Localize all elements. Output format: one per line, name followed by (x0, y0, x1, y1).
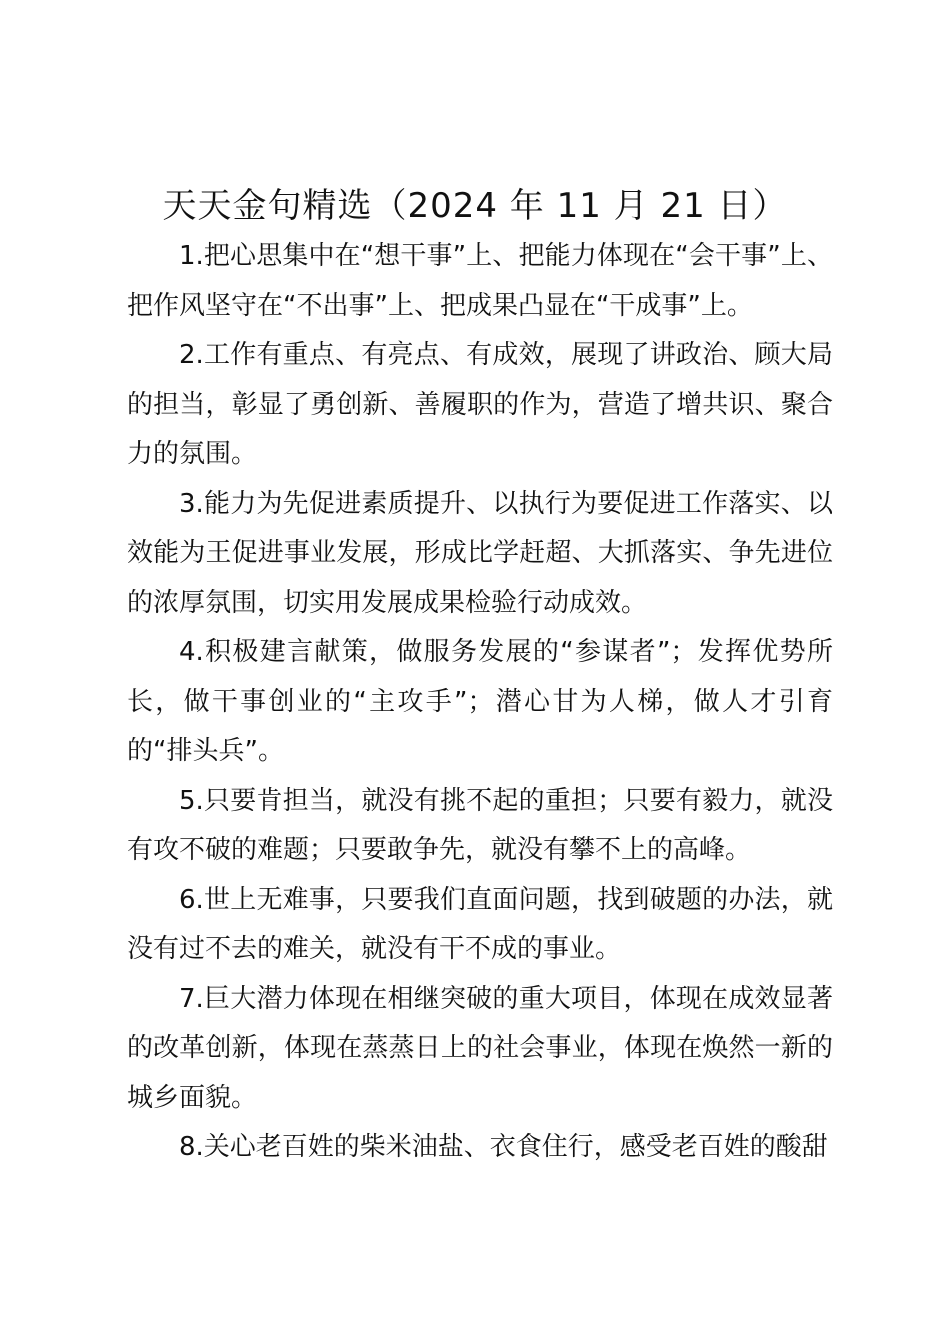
paragraph-7: 7.巨大潜力体现在相继突破的重大项目，体现在成效显著的改革创新，体现在蒸蒸日上的社会事业，体现在焕然一新的城乡面貌。 (127, 983, 833, 1113)
paragraph-5: 5.只要肯担当，就没有挑不起的重担；只要有毅力，就没有攻不破的难题；只要敢争先，就没有攀不上的高峰。 (127, 785, 833, 865)
paragraph-1: 1.把心思集中在“想干事”上、把能力体现在“会干事”上、把作风坚守在“不出事”上、把成果凸显在“干成事”上。 (127, 241, 833, 321)
document-body (127, 232, 833, 1173)
paragraph-3: 3.能力为先促进素质提升、以执行为要促进工作落实、以效能为王促进事业发展，形成比学赶超、大抓落实、争先进位的浓厚氛围，切实用发展成果检验行动成效。 (127, 488, 833, 618)
paragraph-2: 2.工作有重点、有亮点、有成效，展现了讲政治、顾大局的担当，彰显了勇创新、善履职的作为，营造了增共识、聚合力的氛围。 (127, 340, 833, 469)
document-title: 天天金句精选（2024 年 11 月 21 日） (162, 186, 788, 226)
paragraph-6: 6.世上无难事，只要我们直面问题，找到破题的办法，就没有过不去的难关，就没有干不成的事业。 (127, 884, 833, 964)
paragraph-4: 4.积极建言献策，做服务发展的“参谋者”；发挥优势所长，做干事创业的“主攻手”；潜心甘为人梯，做人才引育的“排头兵”。 (127, 637, 833, 766)
paragraph-8: 8.关心老百姓的柴米油盐、衣食住行，感受老百姓的酸甜 (179, 1132, 828, 1162)
